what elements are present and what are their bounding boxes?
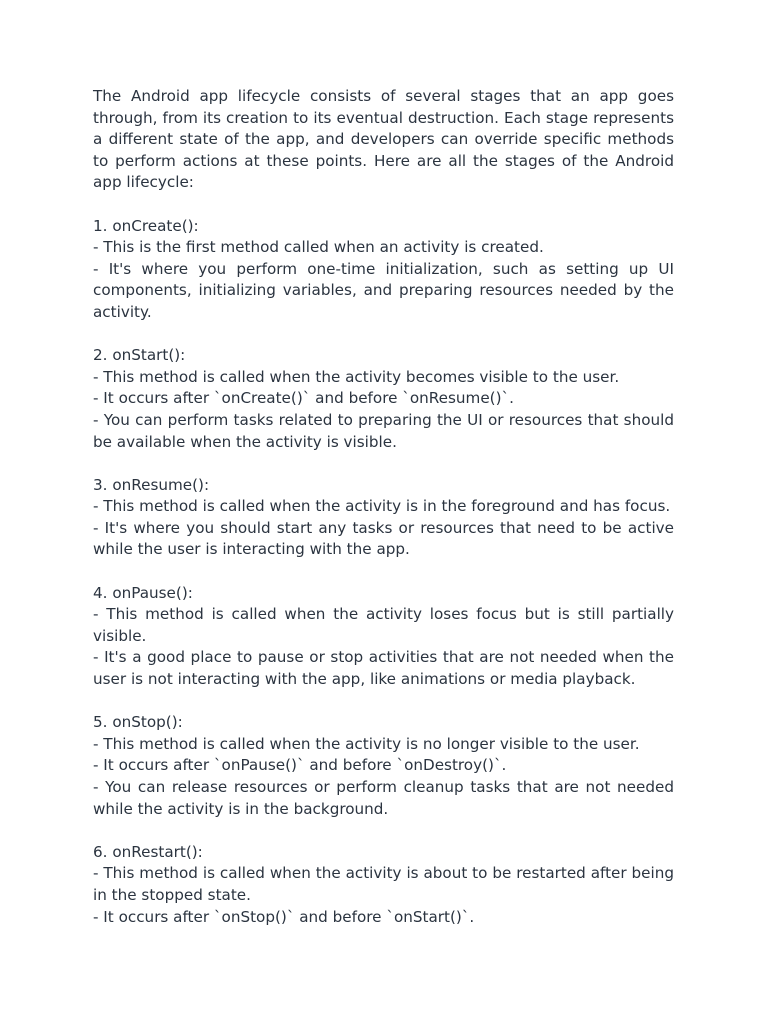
- stage-heading: 4. onPause():: [93, 583, 193, 602]
- stage-bullet: - You can perform tasks related to preparing the UI or resources that should be available when the activity is visible.: [93, 410, 674, 451]
- stage-heading: 6. onRestart():: [93, 842, 203, 861]
- stage-bullet: - It occurs after `onStop()` and before `onStart()`.: [93, 907, 475, 926]
- stage-bullet: - It's where you perform one-time initialization, such as setting up UI components, initializing variables, and preparing resources needed by the activity.: [93, 259, 674, 321]
- stage-heading: 3. onResume():: [93, 475, 210, 494]
- stage-bullet: - This method is called when the activity is in the foreground and has focus.: [93, 497, 671, 516]
- stage-bullet: - This method is called when the activity is about to be restarted after being in the stopped state.: [93, 864, 674, 904]
- stage-oncreate: [93, 216, 674, 324]
- stage-heading: 1. onCreate():: [93, 216, 199, 235]
- document-page: [93, 86, 674, 928]
- stage-onstart: [93, 345, 674, 453]
- stage-bullet: - This method is called when the activity is no longer visible to the user.: [93, 734, 640, 753]
- stage-onstop: [93, 712, 674, 820]
- stage-bullet: - This method is called when the activity loses focus but is still partially visible.: [93, 605, 674, 645]
- stage-onpause: [93, 583, 674, 691]
- stage-bullet: - It's a good place to pause or stop activities that are not needed when the user is not interacting with the app, like animations or media playback.: [93, 648, 674, 689]
- stage-onresume: [93, 475, 674, 561]
- stage-heading: 2. onStart():: [93, 346, 186, 365]
- stage-heading: 5. onStop():: [93, 713, 183, 732]
- stage-onrestart: [93, 842, 674, 928]
- stage-bullet: - You can release resources or perform cleanup tasks that are not needed while the activity is in the background.: [93, 778, 674, 818]
- stage-bullet: - It occurs after `onCreate()` and before `onResume()`.: [93, 389, 514, 408]
- stage-bullet: - This is the first method called when an activity is created.: [93, 238, 544, 257]
- intro-paragraph: The Android app lifecycle consists of several stages that an app goes through, from its creation to its eventual destruction. Each stage represents a different state of the app, and developers can override specific methods to perform actions at these points. Here are all the stages of the Android app lifecycle:: [93, 87, 674, 192]
- stage-bullet: - It occurs after `onPause()` and before `onDestroy()`.: [93, 756, 507, 775]
- stage-bullet: - This method is called when the activity becomes visible to the user.: [93, 367, 620, 386]
- stage-bullet: - It's where you should start any tasks or resources that need to be active while the user is interacting with the app.: [93, 518, 674, 559]
